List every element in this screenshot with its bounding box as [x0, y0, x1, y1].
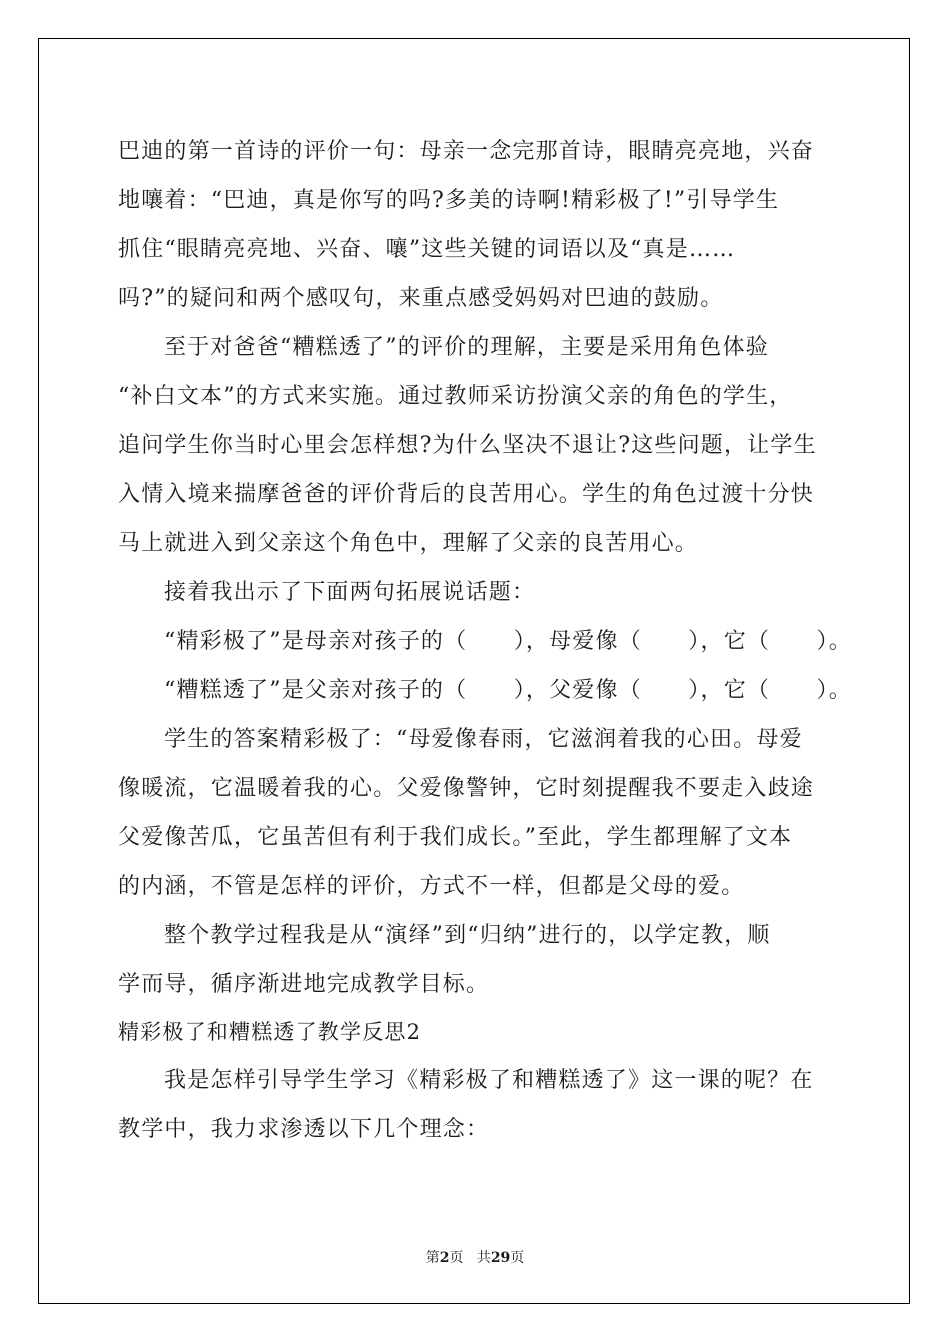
paragraph-line: 教学中，我力求渗透以下几个理念： — [118, 1117, 490, 1142]
paragraph-line: 我是怎样引导学生学习《精彩极了和糟糕透了》这一课的呢？在 — [164, 1068, 814, 1093]
paragraph-line: 抓住“眼睛亮亮地、兴奋、嚷”这些关键的词语以及“真是…… — [118, 237, 736, 262]
paragraph-line: 父爱像苦瓜，它虽苦但有利于我们成长。”至此，学生都理解了文本 — [118, 825, 793, 850]
paragraph-line: 吗?”的疑问和两个感叹句，来重点感受妈妈对巴迪的鼓励。 — [118, 286, 724, 311]
paragraph-line: 至于对爸爸“糟糕透了”的评价的理解，主要是采用角色体验 — [164, 335, 769, 360]
exercise-line: “精彩极了”是母亲对孩子的（ ），母爱像（ ），它（ ）。 — [164, 629, 852, 654]
paragraph-line: 巴迪的第一首诗的评价一句：母亲一念完那首诗，眼睛亮亮地，兴奋 — [118, 139, 815, 164]
paragraph-line: 学而导，循序渐进地完成教学目标。 — [118, 972, 490, 997]
paragraph-line: 学生的答案精彩极了：“母爱像春雨，它滋润着我的心田。母爱 — [164, 727, 803, 752]
paragraph-line: 整个教学过程我是从“演绎”到“归纳”进行的，以学定教，顺 — [164, 923, 771, 948]
paragraph-line: 入情入境来揣摩爸爸的评价背后的良苦用心。学生的角色过渡十分快 — [118, 482, 815, 507]
paragraph-line: 追问学生你当时心里会怎样想?为什么坚决不退让?这些问题，让学生 — [118, 433, 817, 458]
total-suffix: 页 — [510, 1250, 525, 1266]
page-prefix: 第 — [425, 1250, 440, 1266]
paragraph-line: “补白文本”的方式来实施。通过教师采访扮演父亲的角色的学生， — [118, 384, 793, 409]
total-pages: 29 — [490, 1250, 511, 1266]
exercise-line: “糟糕透了”是父亲对孩子的（ ），父爱像（ ），它（ ）。 — [164, 678, 852, 703]
page-suffix: 页 — [449, 1250, 464, 1266]
paragraph-line: 接着我出示了下面两句拓展说话题： — [164, 580, 536, 605]
total-prefix: 共 — [476, 1250, 491, 1266]
paragraph-line: 像暖流，它温暖着我的心。父爱像警钟，它时刻提醒我不要走入歧途 — [118, 776, 815, 801]
document-body — [118, 127, 852, 1154]
paragraph-line: 马上就进入到父亲这个角色中，理解了父亲的良苦用心。 — [118, 531, 699, 556]
paragraph-line: 的内涵，不管是怎样的评价，方式不一样，但都是父母的爱。 — [118, 874, 745, 899]
page-footer — [0, 1247, 950, 1267]
page-number: 2 — [439, 1250, 450, 1266]
section-heading: 精彩极了和糟糕透了教学反思2 — [118, 1020, 422, 1044]
paragraph-line: 地嚷着：“巴迪，真是你写的吗?多美的诗啊!精彩极了!”引导学生 — [118, 188, 780, 213]
